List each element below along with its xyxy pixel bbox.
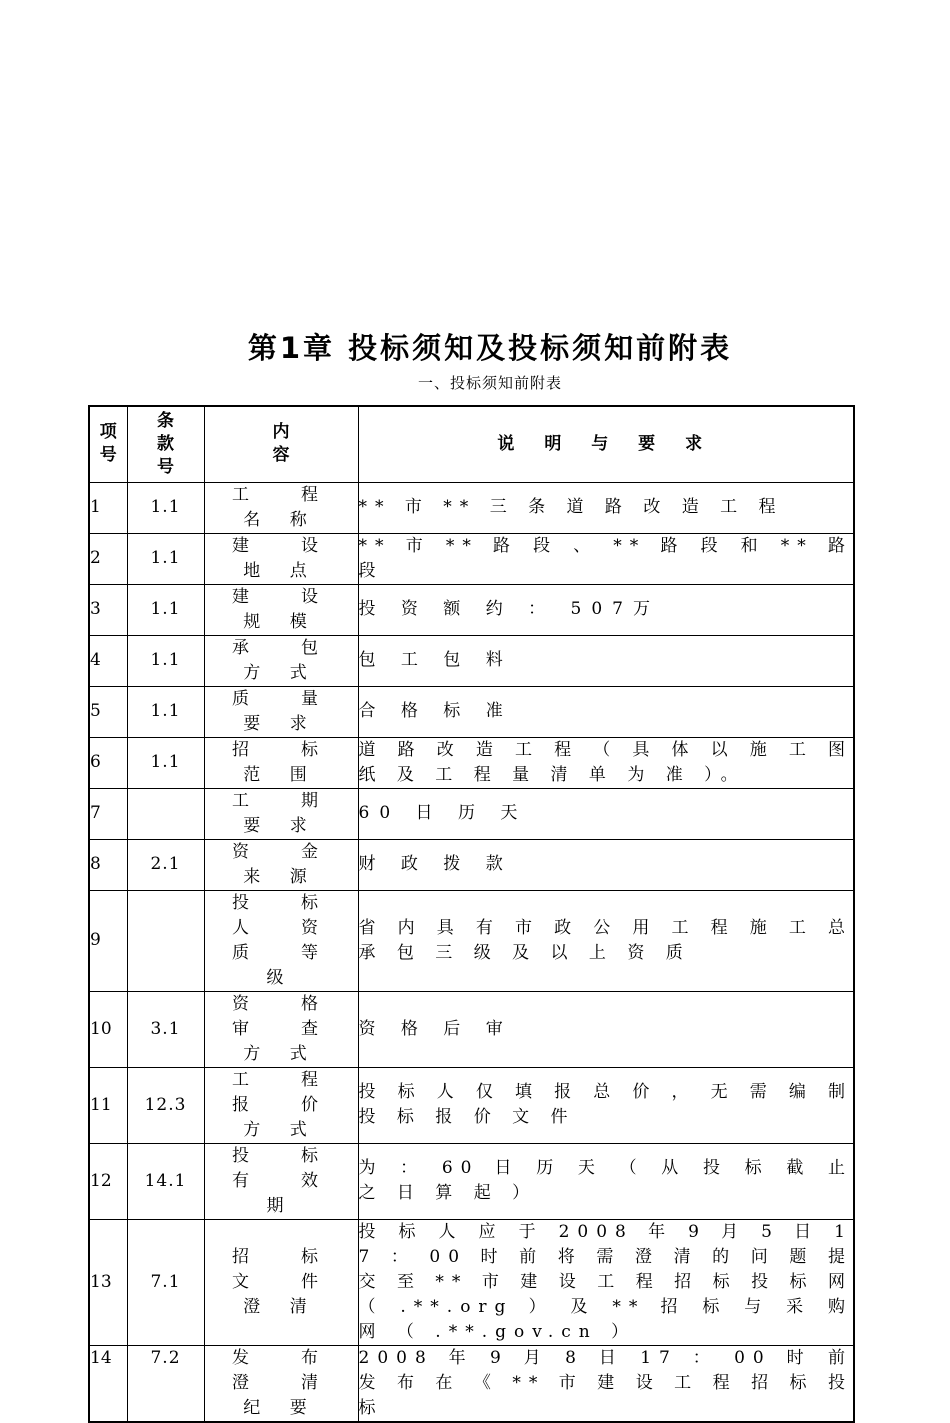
- row-desc: 资 格 后 审: [358, 991, 854, 1067]
- row-index: 13: [89, 1219, 127, 1345]
- row-clause: 1.1: [127, 482, 204, 533]
- row-clause: 1.1: [127, 737, 204, 788]
- row-clause: 1.1: [127, 686, 204, 737]
- table-row: [89, 1143, 854, 1219]
- row-clause: [127, 890, 204, 991]
- table-header-row: [89, 406, 854, 482]
- row-item: 建 设 规 模: [204, 584, 358, 635]
- row-clause: 1.1: [127, 533, 204, 584]
- row-desc: 为 ： 60 日 历 天 （ 从 投 标 截 止 之 日 算 起 ）: [358, 1143, 854, 1219]
- table-row: [89, 686, 854, 737]
- row-index: 3: [89, 584, 127, 635]
- row-desc: 2008 年 9 月 8 日 17 ： 00 时 前 发 布 在 《 ** 市 建 设 工 程 招 标 投 标: [358, 1345, 854, 1422]
- row-clause: 12.3: [127, 1067, 204, 1143]
- table-row: [89, 839, 854, 890]
- row-desc: 投 标 人 仅 填 报 总 价 ， 无 需 编 制 投 标 报 价 文 件: [358, 1067, 854, 1143]
- chapter-title: 第1章 投标须知及投标须知前附表: [247, 331, 733, 365]
- header-item: 内容: [204, 406, 358, 482]
- row-desc: 合 格 标 准: [358, 686, 854, 737]
- table-row: [89, 635, 854, 686]
- row-desc: ** 市 ** 三 条 道 路 改 造 工 程: [358, 482, 854, 533]
- row-index: 5: [89, 686, 127, 737]
- row-desc: 投 标 人 应 于 2008 年 9 月 5 日 17 ： 00 时 前 将 需 澄 清 的 问 题 提 交 至 ** 市 建 设 工 程 招 标 投 标 网 （ .**.org ） 及 ** 招 标 与 采 购 网 （ .**.gov.cn ）: [358, 1219, 854, 1345]
- table-row: [89, 1219, 854, 1345]
- row-index: 9: [89, 890, 127, 991]
- row-index: 2: [89, 533, 127, 584]
- table-row: [89, 890, 854, 991]
- row-clause: 3.1: [127, 991, 204, 1067]
- row-index: 4: [89, 635, 127, 686]
- row-item: 质 量 要 求: [204, 686, 358, 737]
- table-row: [89, 482, 854, 533]
- row-item: 工 期 要 求: [204, 788, 358, 839]
- row-index: 6: [89, 737, 127, 788]
- table-row: [89, 1345, 854, 1422]
- row-desc: 投 资 额 约 ： 507万: [358, 584, 854, 635]
- row-item: 工 程 名 称: [204, 482, 358, 533]
- row-clause: 1.1: [127, 584, 204, 635]
- row-index: 12: [89, 1143, 127, 1219]
- table-row: [89, 788, 854, 839]
- row-clause: 14.1: [127, 1143, 204, 1219]
- row-clause: 7.1: [127, 1219, 204, 1345]
- row-index: 14: [89, 1345, 127, 1422]
- row-item: 工 程 报 价 方 式: [204, 1067, 358, 1143]
- row-index: 7: [89, 788, 127, 839]
- row-item: 资 格 审 查 方 式: [204, 991, 358, 1067]
- row-item: 承 包 方 式: [204, 635, 358, 686]
- row-item: 招 标 范 围: [204, 737, 358, 788]
- row-index: 10: [89, 991, 127, 1067]
- row-item: 招 标 文 件 澄 清: [204, 1219, 358, 1345]
- row-item: 发 布 澄 清 纪 要: [204, 1345, 358, 1422]
- row-clause: 2.1: [127, 839, 204, 890]
- row-item: 资 金 来 源: [204, 839, 358, 890]
- header-clause: 条款号: [127, 406, 204, 482]
- row-desc: ** 市 ** 路 段 、 ** 路 段 和 ** 路 段: [358, 533, 854, 584]
- table-row: [89, 737, 854, 788]
- row-item: 投 标 有 效 期: [204, 1143, 358, 1219]
- row-desc: 财 政 拨 款: [358, 839, 854, 890]
- table-row: [89, 533, 854, 584]
- bid-instructions-table: [88, 405, 855, 1423]
- header-index: 项号: [89, 406, 127, 482]
- row-desc: 道 路 改 造 工 程 （ 具 体 以 施 工 图 纸 及 工 程 量 清 单 为 准 ）。: [358, 737, 854, 788]
- row-clause: [127, 788, 204, 839]
- row-clause: 7.2: [127, 1345, 204, 1422]
- table-row: [89, 584, 854, 635]
- row-clause: 1.1: [127, 635, 204, 686]
- row-index: 11: [89, 1067, 127, 1143]
- row-item: 投 标 人 资 质 等 级: [204, 890, 358, 991]
- row-index: 8: [89, 839, 127, 890]
- row-desc: 包 工 包 料: [358, 635, 854, 686]
- row-desc: 省 内 具 有 市 政 公 用 工 程 施 工 总 承 包 三 级 及 以 上 资 质: [358, 890, 854, 991]
- table-row: [89, 1067, 854, 1143]
- header-desc: 说 明 与 要 求: [358, 406, 854, 482]
- row-item: 建 设 地 点: [204, 533, 358, 584]
- row-desc: 60 日 历 天: [358, 788, 854, 839]
- table-row: [89, 991, 854, 1067]
- row-index: 1: [89, 482, 127, 533]
- table-subtitle: 一、投标须知前附表: [417, 374, 562, 392]
